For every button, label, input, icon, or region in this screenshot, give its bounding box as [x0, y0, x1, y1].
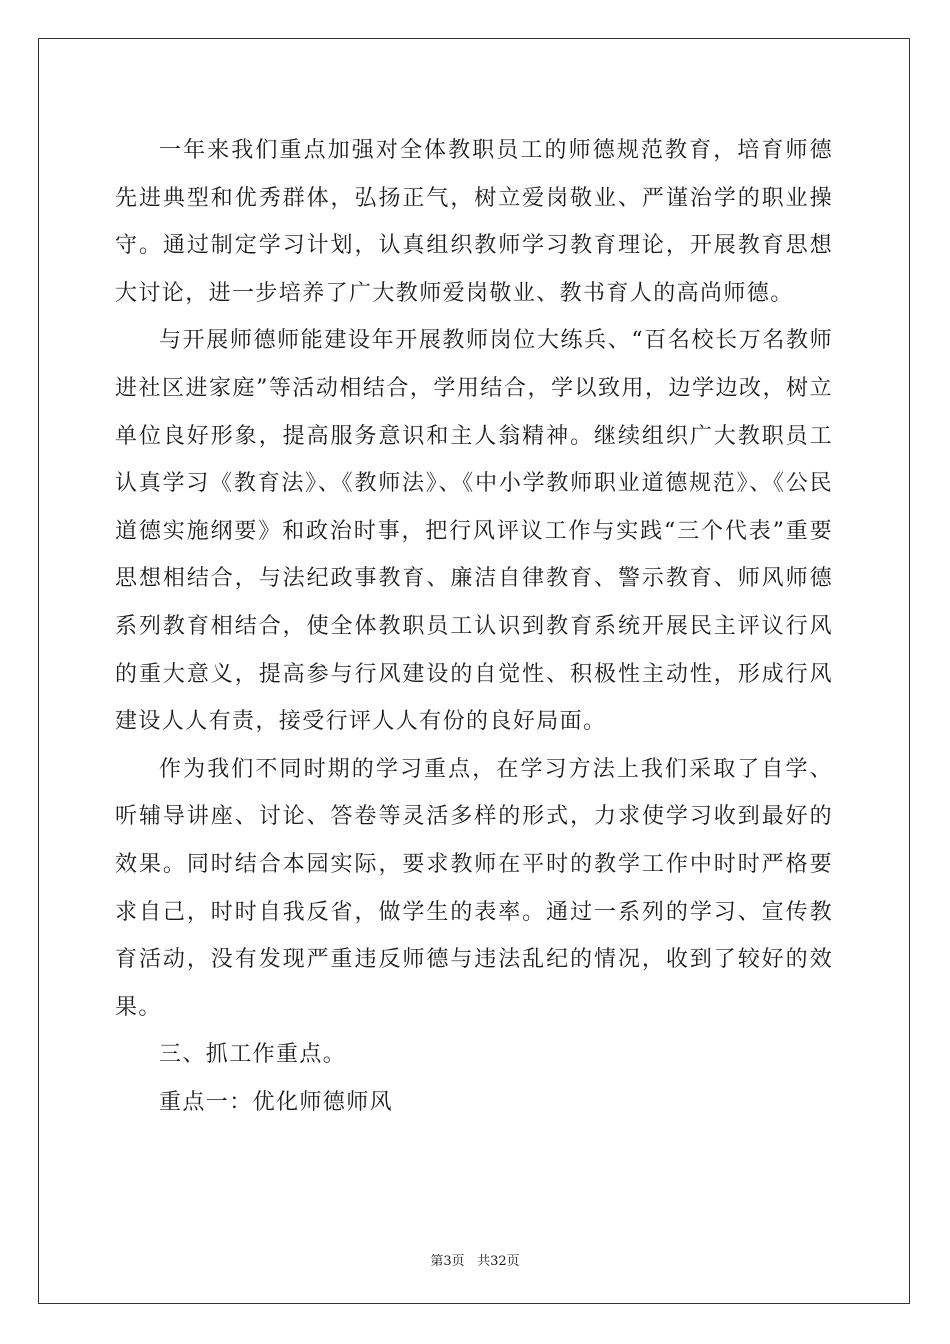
section-heading: 三、抓工作重点。: [159, 1042, 347, 1068]
document-body: [115, 127, 833, 1126]
page-total: 共32页: [477, 1254, 520, 1269]
paragraph-3: 作为我们不同时期的学习重点，在学习方法上我们采取了自学、听辅导讲座、讨论、答卷等灵活多样的形式，力求使学习收到最好的效果。同时结合本园实际，要求教师在平时的教学工作中时时严格要求自己，时时自我反省，做学生的表率。通过一系列的学习、宣传教育活动，没有发现严重违反师德与违法乱纪的情况，收到了较好的效果。: [115, 756, 833, 1020]
page-number: 第3页: [430, 1254, 465, 1269]
subsection-heading: 重点一：优化师德师风: [159, 1089, 394, 1115]
page-footer: [0, 1250, 950, 1269]
paragraph-1: 一年来我们重点加强对全体教职员工的师德规范教育，培育师德先进典型和优秀群体，弘扬正气，树立爱岗敬业、严谨治学的职业操守。通过制定学习计划，认真组织教师学习教育理论，开展教育思想大讨论，进一步培养了广大教师爱岗敬业、教书育人的高尚师德。: [115, 138, 833, 306]
paragraph-2: 与开展师德师能建设年开展教师岗位大练兵、“百名校长万名教师进社区进家庭”等活动相结合，学用结合，学以致用，边学边改，树立单位良好形象，提高服务意识和主人翁精神。继续组织广大教职员工认真学习《教育法》、《教师法》、《中小学教师职业道德规范》、《公民道德实施纲要》和政治时事，把行风评议工作与实践“三个代表”重要思想相结合，与法纪政事教育、廉洁自律教育、警示教育、师风师德系列教育相结合，使全体教职员工认识到教育系统开展民主评议行风的重大意义，提高参与行风建设的自觉性、积极性主动性，形成行风建设人人有责，接受行评人人有份的良好局面。: [115, 328, 833, 735]
